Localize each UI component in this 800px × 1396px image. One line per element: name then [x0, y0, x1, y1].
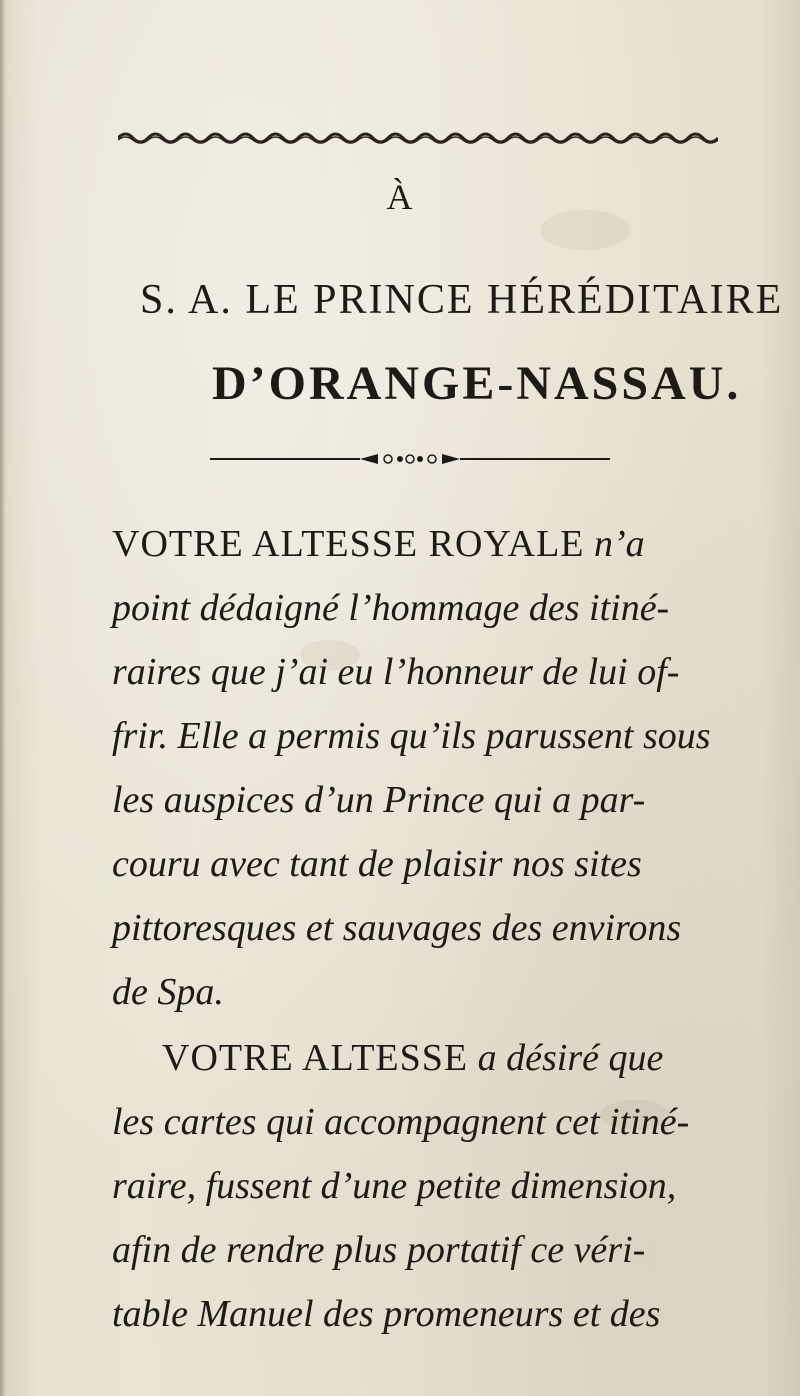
dedication-title: S. A. LE PRINCE HÉRÉDITAIRE: [140, 277, 784, 323]
text-line: de Spa.: [112, 971, 224, 1013]
ornamental-divider: [210, 452, 610, 466]
italic-text: a désiré que: [477, 1037, 664, 1079]
dedication-preposition: À: [386, 177, 414, 217]
ornamental-border: [118, 128, 718, 144]
paragraph-dedication-2: [112, 1026, 712, 1346]
text-line: pittoresques et sauvages des environs: [112, 907, 682, 949]
text-line: les auspices d’un Prince qui a par-: [112, 779, 646, 821]
text-line: frir. Elle a permis qu’ils parussent sous: [112, 715, 711, 757]
dedication-house: D’ORANGE-NASSAU.: [212, 357, 742, 410]
caps-text: VOTRE ALTESSE ROYALE: [112, 523, 585, 565]
text-line: [112, 512, 712, 576]
text-line: raire, fussent d’une petite dimension,: [112, 1165, 677, 1207]
text-line: afin de rendre plus portatif ce véri-: [112, 1229, 646, 1271]
caps-text: VOTRE ALTESSE: [162, 1037, 469, 1079]
italic-text: n’a: [594, 523, 645, 565]
text-line: les cartes qui accompagnent cet itiné-: [112, 1101, 690, 1143]
text-line: raires que j’ai eu l’honneur de lui of-: [112, 651, 680, 693]
text-line: table Manuel des promeneurs et des: [112, 1293, 661, 1335]
text-line: [112, 1026, 712, 1090]
text-line: couru avec tant de plaisir nos sites: [112, 843, 642, 885]
paragraph-dedication-1: [112, 512, 712, 1024]
text-line: point dédaigné l’hommage des itiné-: [112, 587, 670, 629]
